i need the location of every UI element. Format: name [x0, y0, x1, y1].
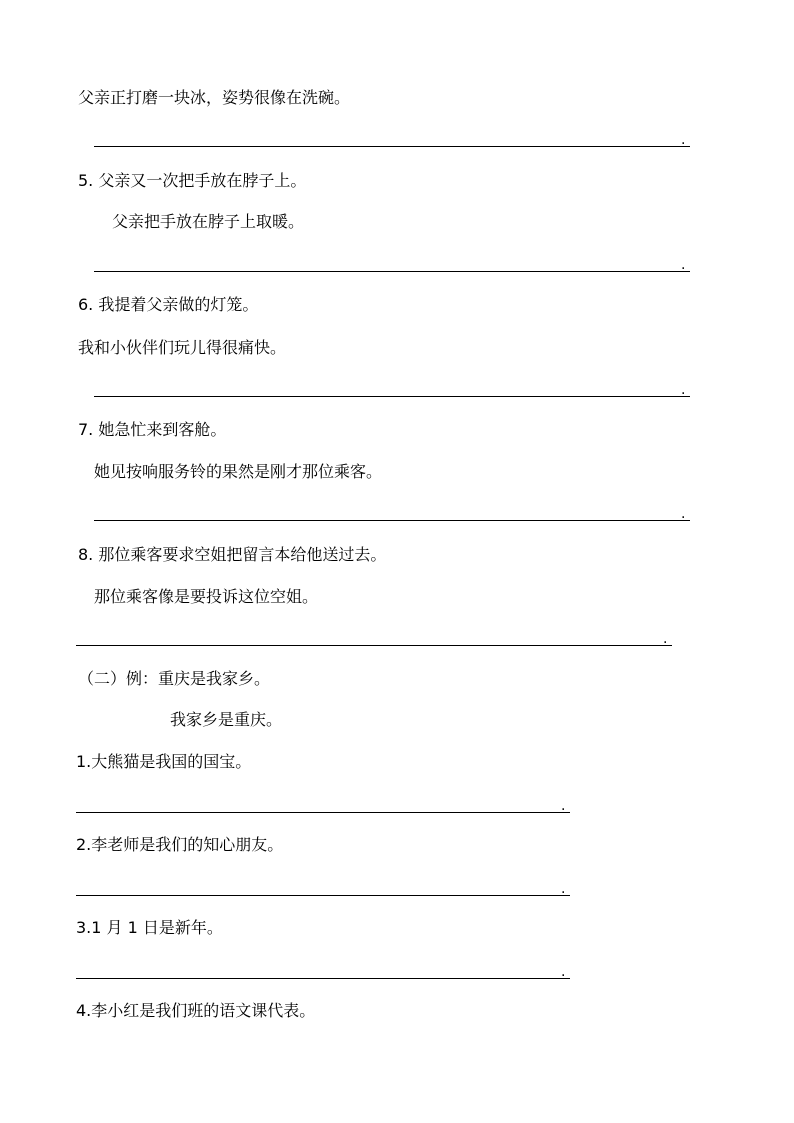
answer-line-end: .: [681, 132, 686, 148]
answer-line-s2-1[interactable]: [76, 812, 570, 813]
answer-line-s2-2[interactable]: [76, 895, 570, 896]
answer-line-7[interactable]: [94, 520, 690, 521]
answer-line-end: .: [561, 798, 566, 814]
answer-line-5[interactable]: [94, 271, 690, 272]
section2-item: 1.大熊猫是我国的国宝。: [76, 752, 252, 771]
answer-line-end: .: [561, 881, 566, 897]
answer-line-end: .: [681, 506, 686, 522]
section2-item: 3.1 月 1 日是新年。: [76, 918, 223, 937]
item6-question: 6. 我提着父亲做的灯笼。: [78, 295, 259, 314]
item7-question: 7. 她急忙来到客舱。: [78, 420, 227, 439]
section2-item: 4.李小红是我们班的语文课代表。: [76, 1001, 316, 1020]
answer-line-s2-3[interactable]: [76, 978, 570, 979]
answer-line-end: .: [681, 382, 686, 398]
item5-rewrite: 父亲把手放在脖子上取暖。: [112, 212, 305, 231]
item7-rewrite: 她见按响服务铃的果然是刚才那位乘客。: [94, 462, 383, 481]
item8-question: 8. 那位乘客要求空姐把留言本给他送过去。: [78, 545, 387, 564]
answer-line-end: .: [663, 631, 668, 647]
answer-line-end: .: [681, 257, 686, 273]
item8-rewrite: 那位乘客像是要投诉这位空姐。: [94, 587, 319, 606]
section2-example-heading: （二）例：重庆是我家乡。: [78, 669, 271, 688]
answer-line-8[interactable]: [76, 645, 672, 646]
item4-rewrite: 父亲正打磨一块冰，姿势很像在洗碗。: [78, 88, 351, 107]
answer-line-6[interactable]: [94, 396, 690, 397]
section2-example-answer: 我家乡是重庆。: [170, 710, 283, 729]
answer-line-end: .: [561, 964, 566, 980]
section2-item: 2.李老师是我们的知心朋友。: [76, 835, 284, 854]
item6-rewrite: 我和小伙伴们玩儿得很痛快。: [78, 338, 287, 357]
item5-question: 5. 父亲又一次把手放在脖子上。: [78, 171, 307, 190]
answer-line-4[interactable]: [94, 146, 690, 147]
